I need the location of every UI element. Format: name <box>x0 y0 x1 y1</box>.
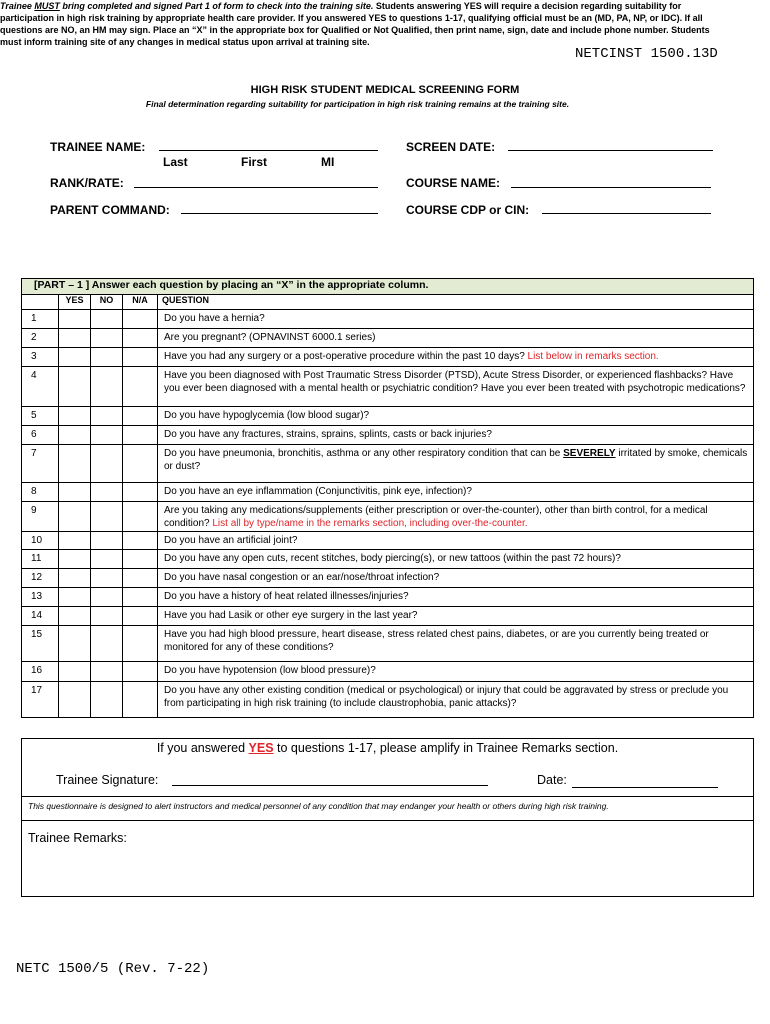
course-name-label: COURSE NAME: <box>406 176 501 190</box>
question-col-header: QUESTION <box>158 295 754 310</box>
answer-yes-cell[interactable] <box>59 588 91 607</box>
answer-yes-cell[interactable] <box>59 426 91 445</box>
question-number: 7 <box>22 445 59 483</box>
question-text: Are you pregnant? (OPNAVINST 6000.1 series) <box>158 329 754 348</box>
answer-no-cell[interactable] <box>91 550 123 569</box>
question-text: Do you have an eye inflammation (Conjunctivitis, pink eye, infection)? <box>158 483 754 502</box>
question-row <box>22 682 754 718</box>
question-text: Have you had high blood pressure, heart disease, stress related chest pains, diabetes, or are you currently being treated or monitored for any of these conditions? <box>158 626 754 662</box>
answer-na-cell[interactable] <box>123 550 158 569</box>
question-row <box>22 407 754 426</box>
trainee-name-label: TRAINEE NAME: <box>50 140 146 154</box>
form-footer: NETC 1500/5 (Rev. 7-22) <box>16 961 210 977</box>
question-table <box>21 278 754 718</box>
remarks-note: List below in remarks section. <box>527 351 659 362</box>
trainee-name-field[interactable] <box>159 150 378 151</box>
answer-na-cell[interactable] <box>123 607 158 626</box>
answer-na-cell[interactable] <box>123 310 158 329</box>
answer-no-cell[interactable] <box>91 607 123 626</box>
answer-yes-cell[interactable] <box>59 626 91 662</box>
question-row <box>22 483 754 502</box>
answer-yes-cell[interactable] <box>59 607 91 626</box>
answer-yes-cell[interactable] <box>59 483 91 502</box>
question-number: 1 <box>22 310 59 329</box>
question-row <box>22 626 754 662</box>
question-number: 16 <box>22 662 59 682</box>
answer-no-cell[interactable] <box>91 483 123 502</box>
question-text: Do you have any open cuts, recent stitches, body piercing(s), or new tattoos (within the past 72 hours)? <box>158 550 754 569</box>
answer-no-cell[interactable] <box>91 348 123 367</box>
amplify-note: If you answered YES to questions 1-17, please amplify in Trainee Remarks section. <box>156 741 619 755</box>
date-field[interactable] <box>572 787 718 788</box>
parent-command-label: PARENT COMMAND: <box>50 203 170 217</box>
question-row <box>22 310 754 329</box>
question-text: Are you taking any medications/supplements (either prescription or over-the-counter), other than birth control, for a medical condition? List all by type/name in the remarks section, including over-the-counter. <box>158 502 754 532</box>
question-row <box>22 588 754 607</box>
answer-na-cell[interactable] <box>123 588 158 607</box>
answer-na-cell[interactable] <box>123 329 158 348</box>
question-row <box>22 445 754 483</box>
question-text: Have you been diagnosed with Post Traumatic Stress Disorder (PTSD), Acute Stress Disorder, or experienced flashbacks? Have you ever been diagnosed with a mental health or psychiatric condition? Have you ever been treated with psychotropic medications? <box>158 367 754 407</box>
answer-na-cell[interactable] <box>123 626 158 662</box>
question-text: Do you have an artificial joint? <box>158 532 754 550</box>
form-code: NETCINST 1500.13D <box>575 46 718 62</box>
question-text: Do you have a history of heat related illnesses/injuries? <box>158 588 754 607</box>
question-number: 11 <box>22 550 59 569</box>
answer-no-cell[interactable] <box>91 502 123 532</box>
question-text: Do you have hypoglycemia (low blood sugar)? <box>158 407 754 426</box>
answer-no-cell[interactable] <box>91 626 123 662</box>
remarks-note: List all by type/name in the remarks section, including over-the-counter. <box>212 517 528 529</box>
num-col-header <box>22 295 59 310</box>
answer-yes-cell[interactable] <box>59 407 91 426</box>
answer-na-cell[interactable] <box>123 367 158 407</box>
answer-no-cell[interactable] <box>91 426 123 445</box>
question-row <box>22 550 754 569</box>
answer-na-cell[interactable] <box>123 426 158 445</box>
answer-no-cell[interactable] <box>91 407 123 426</box>
part-header: [PART – 1 ] Answer each question by placing an “X” in the appropriate column. <box>22 279 754 295</box>
question-number: 2 <box>22 329 59 348</box>
question-number: 15 <box>22 626 59 662</box>
answer-yes-cell[interactable] <box>59 662 91 682</box>
no-col-header: NO <box>91 295 123 310</box>
answer-no-cell[interactable] <box>91 569 123 588</box>
answer-no-cell[interactable] <box>91 662 123 682</box>
question-text: Have you had Lasik or other eye surgery in the last year? <box>158 607 754 626</box>
answer-no-cell[interactable] <box>91 445 123 483</box>
question-row <box>22 662 754 682</box>
answer-no-cell[interactable] <box>91 532 123 550</box>
column-header-row <box>22 295 754 310</box>
question-number: 12 <box>22 569 59 588</box>
answer-no-cell[interactable] <box>91 310 123 329</box>
question-number: 3 <box>22 348 59 367</box>
question-number: 17 <box>22 682 59 718</box>
answer-yes-cell[interactable] <box>59 445 91 483</box>
answer-yes-cell[interactable] <box>59 348 91 367</box>
question-row <box>22 532 754 550</box>
first-label: First <box>241 155 268 169</box>
remarks-box <box>21 738 754 897</box>
na-col-header: N/A <box>123 295 158 310</box>
answer-na-cell[interactable] <box>123 569 158 588</box>
remarks-field[interactable] <box>22 847 753 895</box>
answer-na-cell[interactable] <box>123 348 158 367</box>
question-text: Have you had any surgery or a post-operative procedure within the past 10 days? List below in remarks section. <box>158 348 754 367</box>
course-name-field[interactable] <box>511 187 711 188</box>
question-text: Do you have hypotension (low blood pressure)? <box>158 662 754 682</box>
question-row <box>22 502 754 532</box>
answer-na-cell[interactable] <box>123 445 158 483</box>
course-cdp-label: COURSE CDP or CIN: <box>406 203 530 217</box>
form-subtitle: Final determination regarding suitability for participation in high risk training remains at the training site. <box>145 99 570 109</box>
answer-na-cell[interactable] <box>123 532 158 550</box>
answer-na-cell[interactable] <box>123 407 158 426</box>
screen-date-label: SCREEN DATE: <box>406 140 496 154</box>
answer-yes-cell[interactable] <box>59 550 91 569</box>
question-text: Do you have any other existing condition (medical or psychological) or injury that could be aggravated by stress or preclude you from participating in high risk training (to include claustrophobia, panic attacks)? <box>158 682 754 718</box>
signature-label: Trainee Signature: <box>56 773 159 787</box>
answer-yes-cell[interactable] <box>59 532 91 550</box>
question-text: Do you have nasal congestion or an ear/nose/throat infection? <box>158 569 754 588</box>
question-row <box>22 569 754 588</box>
last-label: Last <box>163 155 188 169</box>
parent-command-field[interactable] <box>181 213 378 214</box>
question-number: 6 <box>22 426 59 445</box>
question-number: 4 <box>22 367 59 407</box>
question-number: 9 <box>22 502 59 532</box>
answer-na-cell[interactable] <box>123 502 158 532</box>
answer-na-cell[interactable] <box>123 682 158 718</box>
course-cdp-field[interactable] <box>542 213 711 214</box>
answer-yes-cell[interactable] <box>59 310 91 329</box>
question-number: 10 <box>22 532 59 550</box>
answer-yes-cell[interactable] <box>59 329 91 348</box>
remarks-label: Trainee Remarks: <box>28 831 127 845</box>
form-title: HIGH RISK STUDENT MEDICAL SCREENING FORM <box>250 84 520 96</box>
instructions: Trainee MUST bring completed and signed Part 1 of form to check into the training site. Students answering YES will require a decision regarding suitability for participation in high risk training by appropriate health care provider. If you answered YES to questions 1-17, qualifying official must be an (MD, PA, NP, or IDC). If all questions are NO, an HM may sign. Place an “X” in the appropriate box for Qualified or Not Qualified, then print name, sign, date and include phone number. Students must inform training site of any changes in medical status upon arrival at training site. <box>0 1 710 47</box>
answer-na-cell[interactable] <box>123 483 158 502</box>
answer-yes-cell[interactable] <box>59 569 91 588</box>
answer-yes-cell[interactable] <box>59 502 91 532</box>
answer-no-cell[interactable] <box>91 367 123 407</box>
date-label: Date: <box>537 773 567 787</box>
question-row <box>22 348 754 367</box>
rank-rate-label: RANK/RATE: <box>50 176 124 190</box>
answer-no-cell[interactable] <box>91 588 123 607</box>
screen-date-field[interactable] <box>508 150 713 151</box>
question-row <box>22 607 754 626</box>
answer-yes-cell[interactable] <box>59 682 91 718</box>
answer-no-cell[interactable] <box>91 329 123 348</box>
question-text: Do you have a hernia? <box>158 310 754 329</box>
signature-field[interactable] <box>172 785 488 786</box>
question-text: Do you have any fractures, strains, sprains, splints, casts or back injuries? <box>158 426 754 445</box>
yes-col-header: YES <box>59 295 91 310</box>
question-row <box>22 426 754 445</box>
question-row <box>22 329 754 348</box>
question-text: Do you have pneumonia, bronchitis, asthma or any other respiratory condition that can be SEVERELY irritated by smoke, chemicals or dust? <box>158 445 754 483</box>
question-number: 14 <box>22 607 59 626</box>
mi-label: MI <box>321 155 335 169</box>
question-number: 5 <box>22 407 59 426</box>
answer-no-cell[interactable] <box>91 682 123 718</box>
question-number: 13 <box>22 588 59 607</box>
rank-rate-field[interactable] <box>134 187 378 188</box>
question-row <box>22 367 754 407</box>
answer-na-cell[interactable] <box>123 662 158 682</box>
answer-yes-cell[interactable] <box>59 367 91 407</box>
question-number: 8 <box>22 483 59 502</box>
disclaimer: This questionnaire is designed to alert instructors and medical personnel of any condition that may endanger your health or others during high risk training. <box>28 801 609 811</box>
